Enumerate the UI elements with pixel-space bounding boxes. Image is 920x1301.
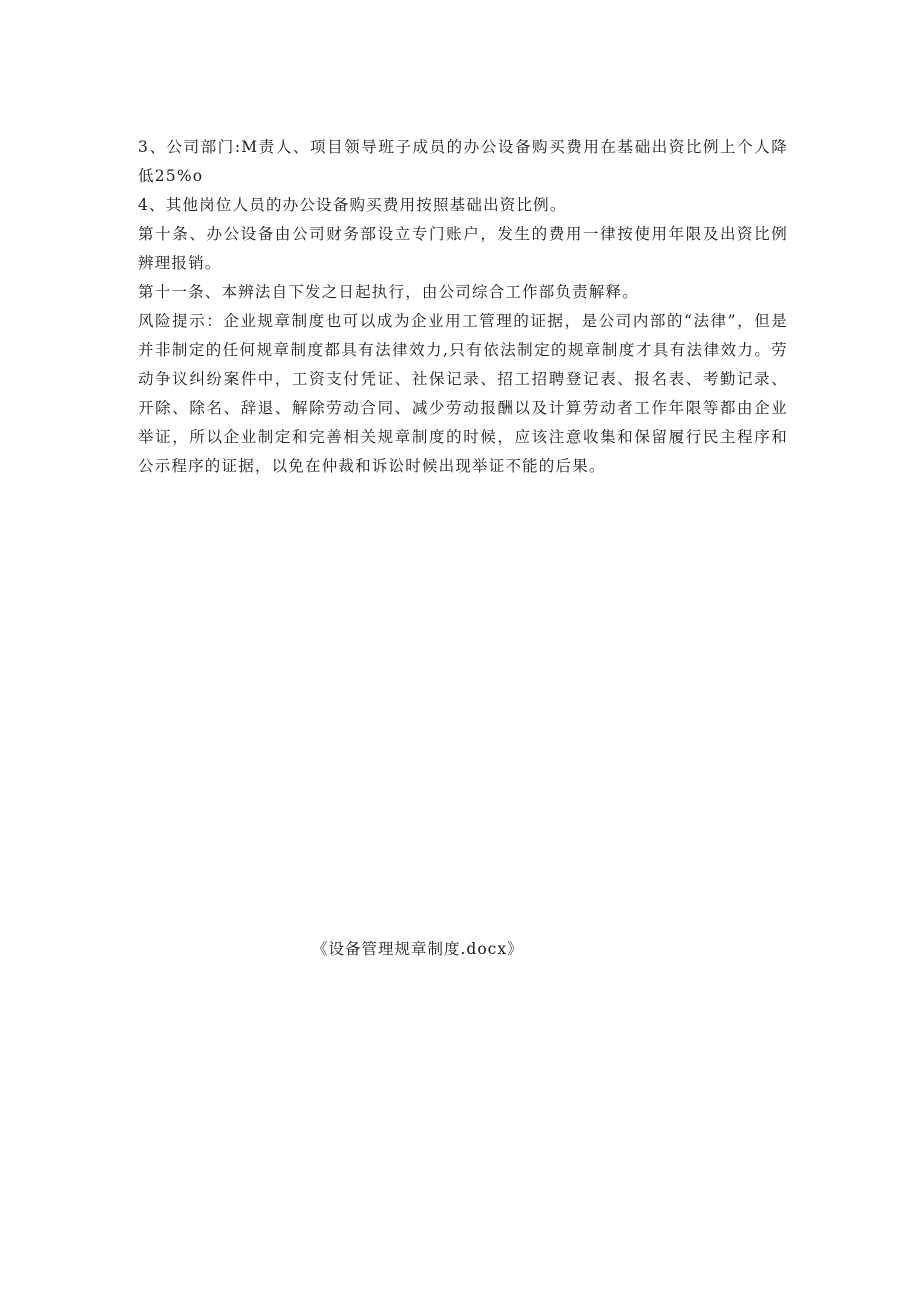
paragraph-article-10: 第十条、办公设备由公司财务部设立专门账户，发生的费用一律按使用年限及出资比例辨理报销。 <box>138 225 788 272</box>
paragraph-risk-notice: 风险提示：企业规章制度也可以成为企业用工管理的证据，是公司内部的“法律”，但是并非制定的任何规章制度都具有法律效力,只有依法制定的规章制度才具有法律效力。劳动争议纠纷案件中，工资支付凭证、社保记录、招工招聘登记表、报名表、考勤记录、开除、除名、辞退、解除劳动合同、减少劳动报酬以及计算劳动者工作年限等都由企业举证，所以企业制定和完善相关规章制度的时候，应该注意收集和保留履行民主程序和公示程序的证据，以免在仲裁和诉讼时候出现举证不能的后果。 <box>138 312 788 475</box>
document-footer-title: 《设备管理规章制度.docx》 <box>312 940 524 958</box>
paragraph-item-4: 4、其他岗位人员的办公设备购买费用按照基础出资比例。 <box>138 196 567 214</box>
paragraph-article-11: 第十一条、本辨法自下发之日起执行，由公司综合工作部负责解释。 <box>138 283 640 301</box>
paragraph-item-3: 3、公司部门:M责人、项目领导班子成员的办公设备购买费用在基础出资比例上个人降低25%o <box>138 138 788 185</box>
document-body <box>138 133 788 481</box>
